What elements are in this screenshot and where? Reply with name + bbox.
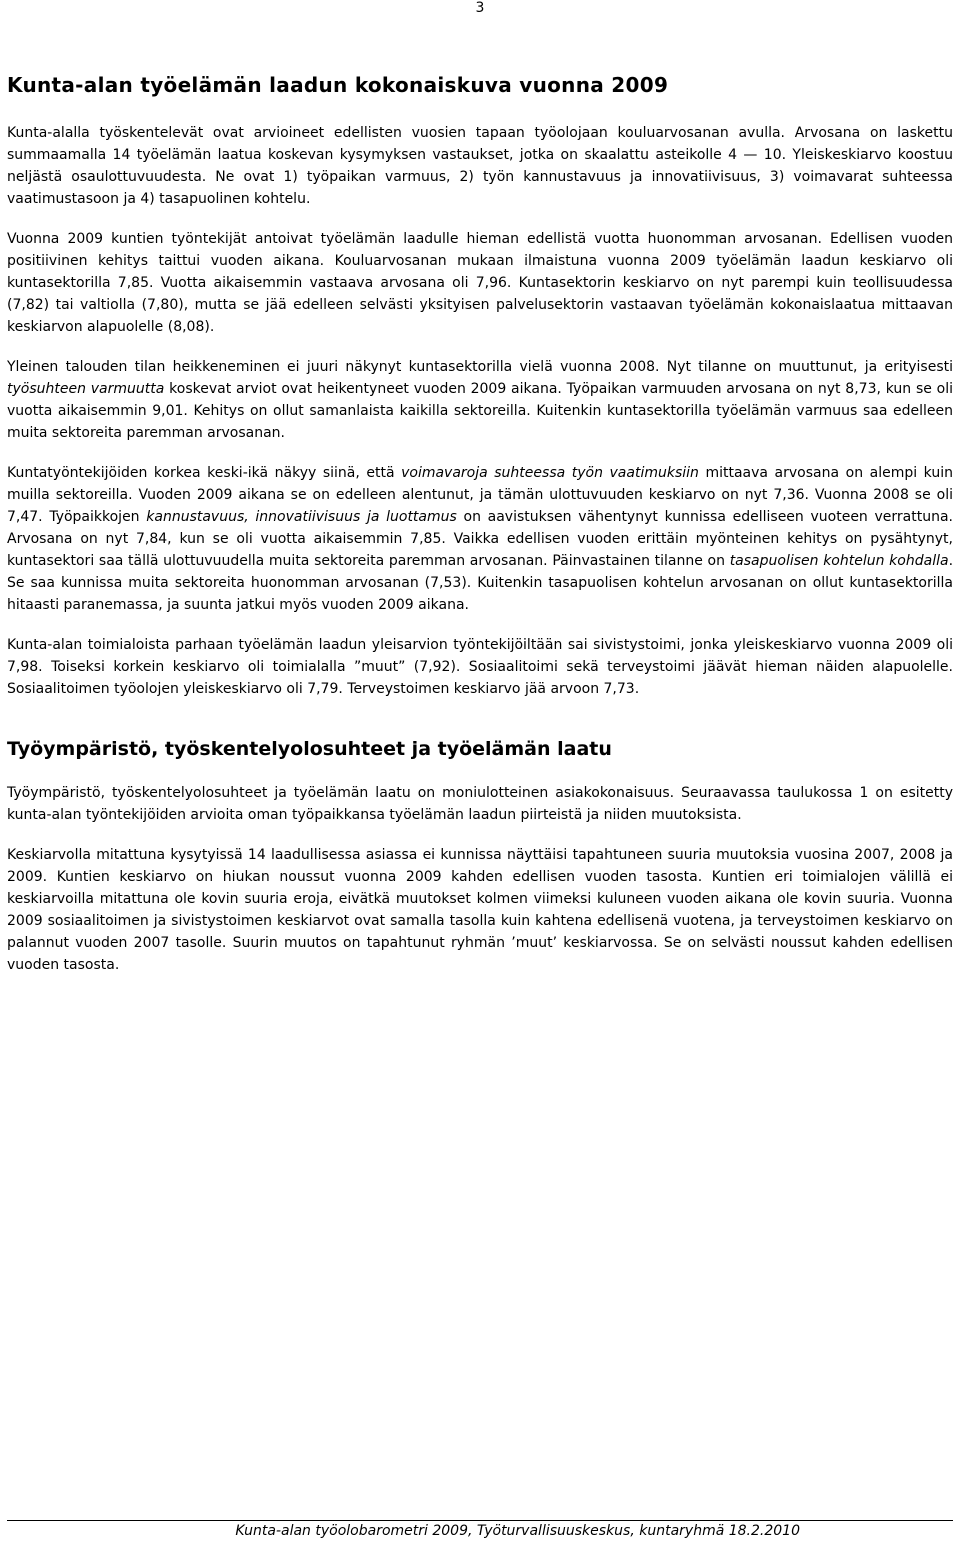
- paragraph-grade-method: Kunta-alalla työskentelevät ovat arvioineet edellisten vuosien tapaan työolojaan kouluarvosanan avulla. Arvosana on laskettu summaamalla 14 työelämän laatua koskevan kysymyksen vastaukset, jotka on skaalattu asteikolle 4 — 10. Yleiskeskiarvo koostuu neljästä osaulottuvuudesta. Ne ovat 1) työpaikan varmuus, 2) työn kannustavuus ja innovatiivisuus, 3) voimavarat suhteessa vaatimustasoon ja 4) tasapuolinen kohtelu.: [7, 125, 953, 207]
- text-run: on aavistuksen vähentynyt kunnissa edelliseen vuoteen verrattuna. Arvosana on nyt 7,84, kun se oli vuotta aikaisemmin 7,85. Vaikka edellisen vuoden erittäin myönteinen kehitys on pysähtynyt, kuntasektori saa tällä ulottuvuudella muita sektoreita paremman arvosanan. Päinvastainen tilanne on: [7, 509, 954, 569]
- text-run: Yleinen talouden tilan heikkeneminen ei juuri näkynyt kuntasektorilla vielä vuonna 2008. Nyt tilanne on muuttunut, ja erityisesti: [7, 359, 953, 375]
- text-run: . Se saa kunnissa muita sektoreita huonomman arvosanan (7,53). Kuitenkin tasapuolisen kohtelun arvosanan on ollut kuntasektorilla hitaasti paranemassa, ja suunta jatkui myös vuoden 2009 aikana.: [7, 553, 954, 613]
- section-heading-work-environment: Työympäristö, työskentelyolosuhteet ja työelämän laatu: [7, 738, 612, 760]
- italic-term-job-security: työsuhteen varmuutta: [7, 381, 165, 397]
- section-heading-quality-overview: Kunta-alan työelämän laadun kokonaiskuva vuonna 2009: [7, 73, 669, 97]
- paragraph-work-environment-intro: Työympäristö, työskentelyolosuhteet ja työelämän laatu on moniulotteinen asiakokonaisuus. Seuraavassa taulukossa 1 on esitetty kunta-alan työntekijöiden arvioita oman työpaikkansa työelämän laadun piirteistä ja niiden muutoksista.: [7, 785, 953, 823]
- page-number: 3: [475, 0, 485, 16]
- italic-term-resources: voimavaroja suhteessa työn vaatimuksiin: [401, 465, 699, 481]
- text-run: Kuntatyöntekijöiden korkea keski-ikä näkyy siinä, että: [7, 465, 402, 481]
- text-run: mittaava arvosana on alempi kuin muilla sektoreilla. Vuoden 2009 aikana se on edelleen alentunut, ja tämän ulottuvuuden keskiarvo on nyt 7,36. Vuonna 2008 se oli 7,47. Työpaikkojen: [7, 465, 953, 525]
- document-body: [7, 72, 953, 994]
- paragraph-sectors: Kunta-alan toimialoista parhaan työelämän laadun yleisarvion työntekijöiltään sai sivistystoimi, jonka yleiskeskiarvo vuonna 2009 oli 7,98. Toiseksi korkein keskiarvo oli toimialalla ”muut” (7,92). Sosiaalitoimi sekä terveystoimi jäävät hieman näiden alapuolelle. Sosiaalitoimen työolojen yleiskeskiarvo oli 7,79. Terveystoimen keskiarvo jää arvoon 7,73.: [7, 637, 953, 697]
- italic-term-fair-treatment: tasapuolisen kohtelun kohdalla: [729, 553, 949, 569]
- text-run: koskevat arviot ovat heikentyneet vuoden 2009 aikana. Työpaikan varmuuden arvosana on nyt 8,73, kun se oli vuotta aikaisemmin 9,01. Kehitys on ollut samanlaista kaikilla sektoreilla. Kuitenkin kuntasektorilla työelämän varmuus saa edelleen muita sektoreita paremman arvosanan.: [7, 381, 954, 441]
- paragraph-job-security: [7, 356, 953, 444]
- page-footer: Kunta-alan työolobarometri 2009, Työturvallisuuskeskus, kuntaryhmä 18.2.2010: [235, 1523, 800, 1539]
- italic-term-innovation: kannustavuus, innovatiivisuus ja luottamus: [146, 509, 457, 525]
- paragraph-grade-2009: Vuonna 2009 kuntien työntekijät antoivat työelämän laadulle hieman edellistä vuotta huonomman arvosanan. Edellisen vuoden positiivinen kehitys taittui vuoden aikana. Kouluarvosanan mukaan ilmaistuna vuonna 2009 työelämän laadun keskiarvo oli kuntasektorilla 7,85. Vuotta aikaisemmin vastaava arvosana oli 7,96. Kuntasektorin keskiarvo on nyt parempi kuin teollisuudessa (7,82) tai valtiolla (7,80), mutta se jää edelleen selvästi yksityisen palvelusektorin vastaavan työelämän kokonaislaatua mittaavan keskiarvon alapuolelle (8,08).: [7, 231, 953, 335]
- footer-divider: [7, 1520, 953, 1521]
- paragraph-averages: Keskiarvolla mitattuna kysytyissä 14 laadullisessa asiassa ei kunnissa näyttäisi tapahtuneen suuria muutoksia vuosina 2007, 2008 ja 2009. Kuntien keskiarvo on hiukan noussut vuonna 2009 kahden edellisen vuoden tasosta. Kuntien eri toimialojen välillä ei keskiarvoilla mitattuna ole kovin suuria eroja, eivätkä muutokset kolmen viimeksi kuluneen vuoden aikana ole kovin suuria. Vuonna 2009 sosiaalitoimen ja sivistystoimen keskiarvot ovat samalla tasolla kuin kahtena edellisenä vuotena, ja terveystoimen keskiarvo on palannut vuoden 2007 tasolle. Suurin muutos on tapahtunut ryhmän ’muut’ keskiarvossa. Se on selvästi noussut kahden edellisen vuoden tasosta.: [7, 847, 953, 973]
- paragraph-resources: [7, 462, 953, 616]
